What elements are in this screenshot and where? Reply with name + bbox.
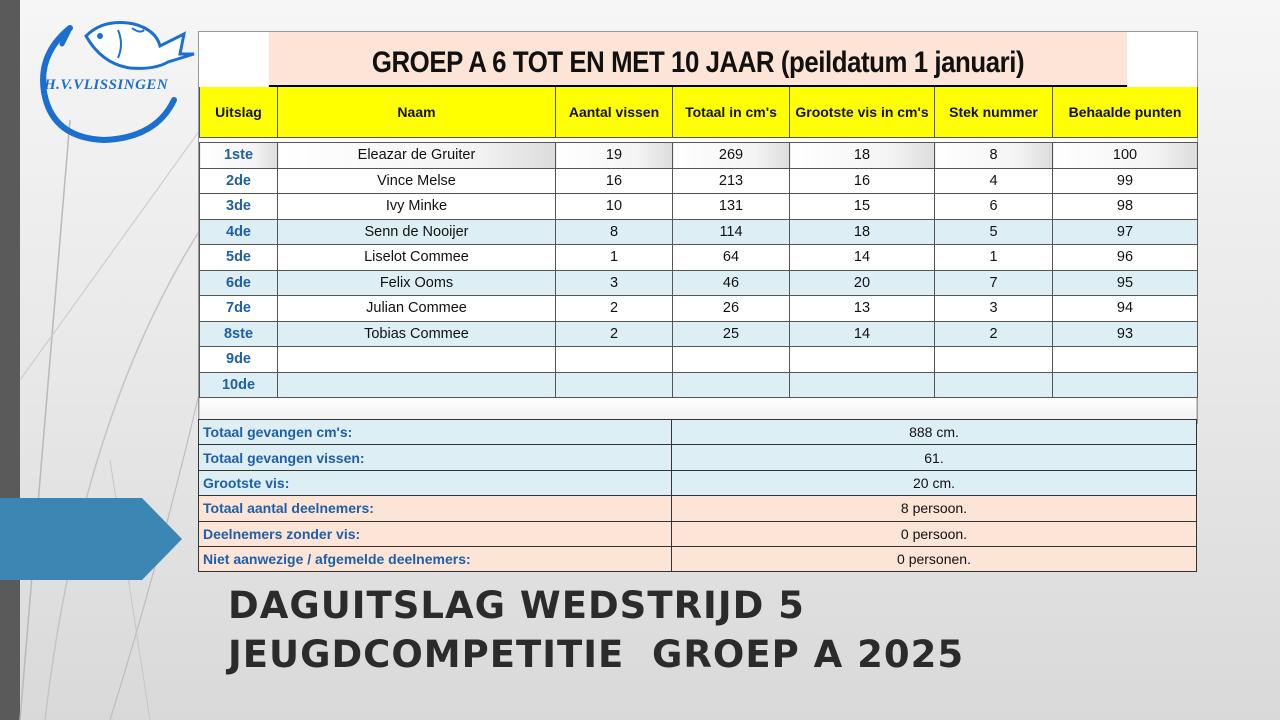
points-cell: 97: [1053, 219, 1198, 245]
col-header-behaalde-punten: Behaalde punten: [1053, 87, 1198, 138]
name-cell: Tobias Commee: [278, 321, 556, 347]
stek-cell: 4: [935, 168, 1053, 194]
points-cell: 99: [1053, 168, 1198, 194]
table-row: [200, 168, 1198, 194]
name-cell: Liselot Commee: [278, 245, 556, 271]
name-cell: [278, 372, 556, 398]
stek-cell: 7: [935, 270, 1053, 296]
col-header-grootste-vis: Grootste vis in cm's: [790, 87, 935, 138]
largest-fish-cell: 20: [790, 270, 935, 296]
header-row: [200, 87, 1198, 138]
rank-cell: 7de: [200, 296, 278, 322]
summary-row: [199, 445, 1197, 470]
footer-line-2: JEUGDCOMPETITIE GROEP A 2025: [228, 633, 965, 676]
summary-value: 0 personen.: [672, 546, 1197, 571]
fish-count-cell: 2: [556, 321, 673, 347]
points-cell: 93: [1053, 321, 1198, 347]
table-row: [200, 245, 1198, 271]
fish-count-cell: [556, 347, 673, 373]
largest-fish-cell: 15: [790, 194, 935, 220]
rank-cell: 10de: [200, 372, 278, 398]
page-title: GROEP A 6 TOT EN MET 10 JAAR (peildatum 1 januari): [269, 32, 1127, 87]
largest-fish-cell: 16: [790, 168, 935, 194]
summary-row: [199, 521, 1197, 546]
total-cm-cell: 213: [673, 168, 790, 194]
rank-cell: 9de: [200, 347, 278, 373]
summary-value: 0 persoon.: [672, 521, 1197, 546]
summary-label: Grootste vis:: [199, 470, 672, 495]
results-table: [199, 87, 1198, 398]
summary-value: 61.: [672, 445, 1197, 470]
points-cell: [1053, 372, 1198, 398]
points-cell: 100: [1053, 143, 1198, 169]
table-row: [200, 321, 1198, 347]
slide-footer-title: [228, 581, 1128, 679]
col-header-stek-nummer: Stek nummer: [935, 87, 1053, 138]
total-cm-cell: 131: [673, 194, 790, 220]
stek-cell: 8: [935, 143, 1053, 169]
stek-cell: [935, 347, 1053, 373]
fish-count-cell: 1: [556, 245, 673, 271]
fish-count-cell: 16: [556, 168, 673, 194]
summary-label: Totaal aantal deelnemers:: [199, 496, 672, 521]
fish-count-cell: 3: [556, 270, 673, 296]
fish-count-cell: 19: [556, 143, 673, 169]
summary-value: 20 cm.: [672, 470, 1197, 495]
col-header-totaal-cm: Totaal in cm's: [673, 87, 790, 138]
stek-cell: 1: [935, 245, 1053, 271]
summary-label: Deelnemers zonder vis:: [199, 521, 672, 546]
fish-count-cell: 10: [556, 194, 673, 220]
table-row: [200, 143, 1198, 169]
stek-cell: 2: [935, 321, 1053, 347]
total-cm-cell: [673, 372, 790, 398]
points-cell: 95: [1053, 270, 1198, 296]
largest-fish-cell: 14: [790, 245, 935, 271]
rank-cell: 6de: [200, 270, 278, 296]
summary-value: 8 persoon.: [672, 496, 1197, 521]
summary-label: Niet aanwezige / afgemelde deelnemers:: [199, 546, 672, 571]
table-row: [200, 219, 1198, 245]
total-cm-cell: 269: [673, 143, 790, 169]
rank-cell: 8ste: [200, 321, 278, 347]
total-cm-cell: 114: [673, 219, 790, 245]
largest-fish-cell: [790, 372, 935, 398]
points-cell: [1053, 347, 1198, 373]
table-row: [200, 270, 1198, 296]
summary-label: Totaal gevangen vissen:: [199, 445, 672, 470]
largest-fish-cell: 18: [790, 219, 935, 245]
stek-cell: 6: [935, 194, 1053, 220]
largest-fish-cell: [790, 347, 935, 373]
stek-cell: 5: [935, 219, 1053, 245]
col-header-aantal-vissen: Aantal vissen: [556, 87, 673, 138]
points-cell: 96: [1053, 245, 1198, 271]
summary-table: [198, 419, 1197, 572]
summary-row: [199, 420, 1197, 445]
name-cell: Senn de Nooijer: [278, 219, 556, 245]
name-cell: [278, 347, 556, 373]
fish-count-cell: [556, 372, 673, 398]
table-row: [200, 372, 1198, 398]
total-cm-cell: 26: [673, 296, 790, 322]
table-row: [200, 194, 1198, 220]
name-cell: Eleazar de Gruiter: [278, 143, 556, 169]
summary-row: [199, 496, 1197, 521]
results-sheet: [198, 31, 1198, 424]
largest-fish-cell: 14: [790, 321, 935, 347]
col-header-naam: Naam: [278, 87, 556, 138]
col-header-uitslag: Uitslag: [200, 87, 278, 138]
summary-label: Totaal gevangen cm's:: [199, 420, 672, 445]
fish-count-cell: 2: [556, 296, 673, 322]
summary-value: 888 cm.: [672, 420, 1197, 445]
rank-cell: 4de: [200, 219, 278, 245]
rank-cell: 5de: [200, 245, 278, 271]
fish-count-cell: 8: [556, 219, 673, 245]
largest-fish-cell: 13: [790, 296, 935, 322]
stek-cell: 3: [935, 296, 1053, 322]
name-cell: Julian Commee: [278, 296, 556, 322]
footer-line-1: DAGUITSLAG WEDSTRIJD 5: [228, 584, 805, 627]
points-cell: 94: [1053, 296, 1198, 322]
largest-fish-cell: 18: [790, 143, 935, 169]
total-cm-cell: 46: [673, 270, 790, 296]
summary-row: [199, 546, 1197, 571]
rank-cell: 2de: [200, 168, 278, 194]
total-cm-cell: 25: [673, 321, 790, 347]
name-cell: Felix Ooms: [278, 270, 556, 296]
logo-text: H.V.VLISSINGEN: [44, 77, 169, 93]
summary-row: [199, 470, 1197, 495]
table-row: [200, 347, 1198, 373]
rank-cell: 3de: [200, 194, 278, 220]
stek-cell: [935, 372, 1053, 398]
name-cell: Vince Melse: [278, 168, 556, 194]
total-cm-cell: [673, 347, 790, 373]
table-row: [200, 296, 1198, 322]
name-cell: Ivy Minke: [278, 194, 556, 220]
points-cell: 98: [1053, 194, 1198, 220]
rank-cell: 1ste: [200, 143, 278, 169]
total-cm-cell: 64: [673, 245, 790, 271]
